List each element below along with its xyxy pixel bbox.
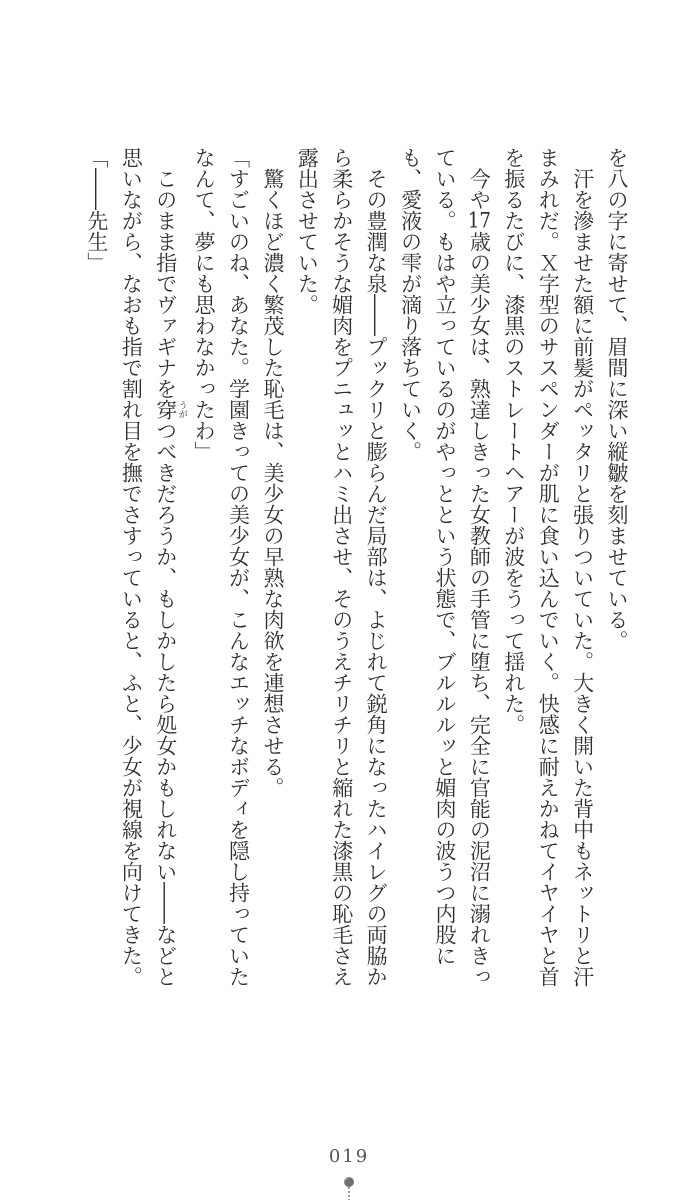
paragraph-3-pre: 今や	[467, 168, 492, 210]
paragraph-1: を八の字に寄せて、眉間に深い縦皺を刻ませている。	[605, 147, 629, 651]
ruby-base: 穿	[153, 399, 178, 420]
body-text	[80, 147, 635, 989]
dialogue-paragraph-2: 「――先生」	[84, 147, 109, 273]
paragraph-7-post: つべきだろうか、もしかしたら処女かもしれない――などと思いながら、なおも指で割れ目を撫でさすっていると、ふと、少女が視線を向けてきた。	[119, 147, 178, 987]
page-number: 019	[328, 1146, 370, 1167]
paragraph-3-post: 歳の美少女は、熟達しきった女教師の手管に堕ち、完全に官能の泥沼に溺れきっている。もはや立っているのがやっとという状態で、ブルルルッと媚肉の波うつ内股にも、愛液の雫が滴り落ちていく。	[398, 147, 492, 987]
paragraph-4: その豊潤な泉――プックリと膨らんだ局部は、よじれて鋭角になったハイレグの両脇から柔らかそうな媚肉をプニュッとハミ出させ、そのうえチリチリと縮れた漆黒の恥毛さえ露出させていた。	[295, 147, 389, 987]
dialogue-paragraph-1: 「すごいのね、あなた。学園きっての美少女が、こんなエッチなボディを隠し持っていたなんて、夢にも思わなかったわ」	[192, 147, 251, 987]
paragraph-2: 汗を滲ませた額に前髪がペッタリと張りついていた。大きく開いた背中もネットリと汗まみれだ。Ｘ字型のサスペンダーが肌に食い込んでいく。快感に耐えかねてイヤイヤと首を振るたびに、漆黒のストレートヘアーが波をうって揺れた。	[501, 147, 595, 987]
age-number: 17	[467, 210, 491, 231]
pin-ornament-dot	[344, 1177, 354, 1187]
ruby-ugatsu	[153, 399, 187, 420]
ruby-furigana: うが	[176, 399, 187, 420]
paragraph-7-pre: このまま指でヴァギナを	[153, 168, 178, 399]
paragraph-3	[393, 147, 496, 989]
pin-ornament-stem	[348, 1187, 350, 1200]
pin-ornament-icon	[0, 1177, 698, 1200]
paragraph-7	[114, 147, 187, 989]
paragraph-5: 驚くほど濃く繁茂した恥毛は、美少女の早熟な肉欲を連想させる。	[260, 168, 285, 798]
